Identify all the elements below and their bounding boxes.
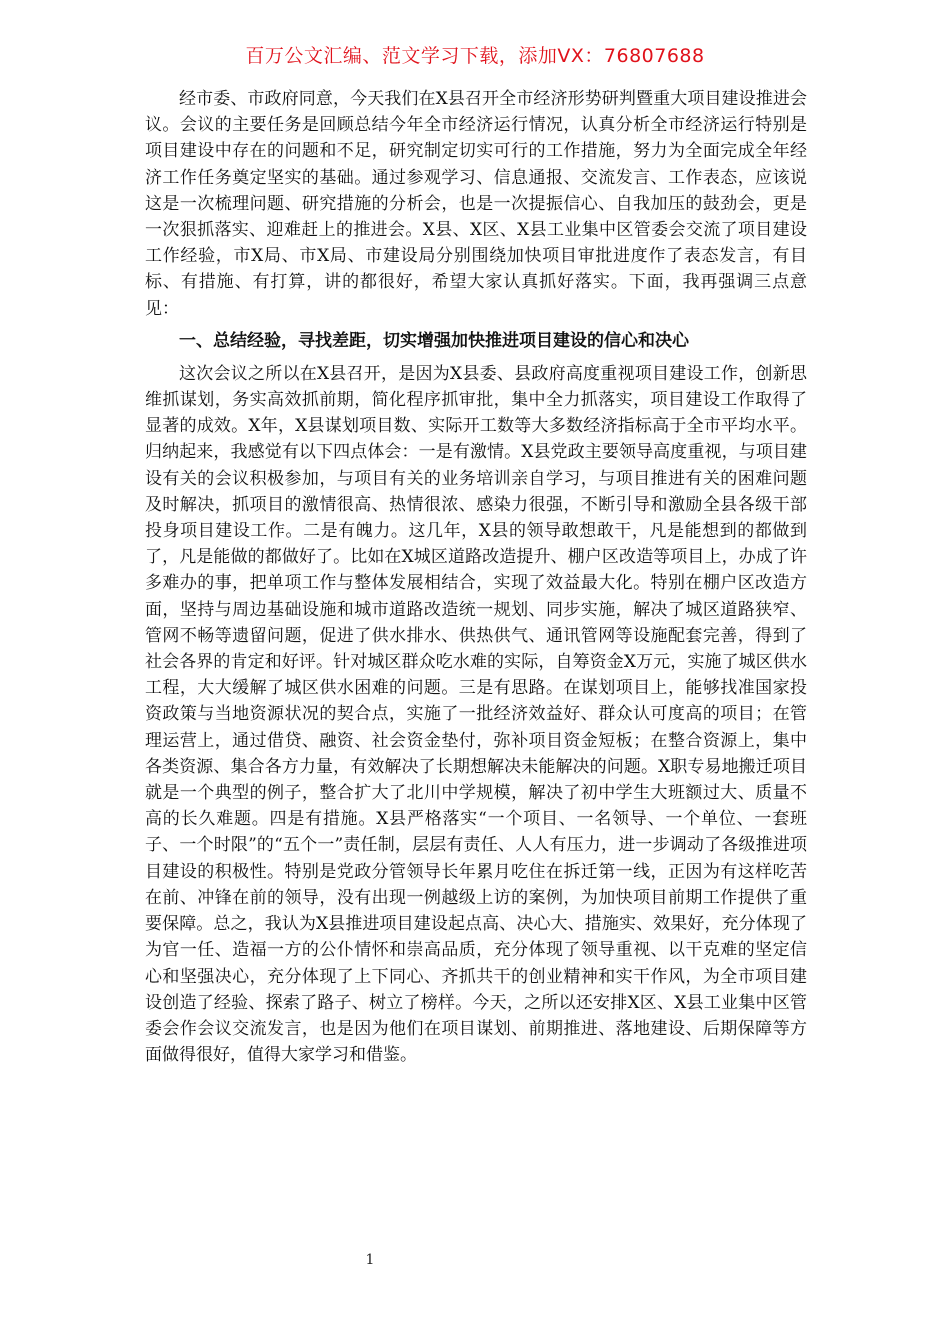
page-number: 1 — [365, 1252, 375, 1268]
document-body — [145, 86, 807, 1068]
section-1-paragraph: 这次会议之所以在X县召开，是因为X县委、县政府高度重视项目建设工作，创新思维抓谋划，务实高效抓前期，简化程序抓审批，集中全力抓落实，项目建设工作取得了显著的成效。X年，X县谋划项目数、实际开工数等大多数经济指标高于全市平均水平。归纳起来，我感觉有以下四点体会：一是有激情。X县党政主要领导高度重视，与项目建设有关的会议积极参加，与项目有关的业务培训亲自学习，与项目推进有关的困难问题及时解决，抓项目的激情很高、热情很浓、感染力很强，不断引导和激励全县各级干部投身项目建设工作。二是有魄力。这几年，X县的领导敢想敢干，凡是能想到的都做到了，凡是能做的都做好了。比如在X城区道路改造提升、棚户区改造等项目上，办成了许多难办的事，把单项工作与整体发展相结合，实现了效益最大化。特别在棚户区改造方面，坚持与周边基础设施和城市道路改造统一规划、同步实施，解决了城区道路狭窄、管网不畅等遗留问题，促进了供水排水、供热供气、通讯管网等设施配套完善，得到了社会各界的肯定和好评。针对城区群众吃水难的实际，自筹资金X万元，实施了城区供水工程，大大缓解了城区供水困难的问题。三是有思路。在谋划项目上，能够找准国家投资政策与当地资源状况的契合点，实施了一批经济效益好、群众认可度高的项目；在管理运营上，通过借贷、融资、社会资金垫付，弥补项目资金短板；在整合资源上，集中各类资源、集合各方力量，有效解决了长期想解决未能解决的问题。X职专易地搬迁项目就是一个典型的例子，整合扩大了北川中学规模，解决了初中学生大班额过大、质量不高的长久难题。四是有措施。X县严格落实“一个项目、一名领导、一个单位、一套班子、一个时限”的“五个一”责任制，层层有责任、人人有压力，进一步调动了各级推进项目建设的积极性。特别是党政分管领导长年累月吃住在拆迁第一线，正因为有这样吃苦在前、冲锋在前的领导，没有出现一例越级上访的案例，为加快项目前期工作提供了重要保障。总之，我认为X县推进项目建设起点高、决心大、措施实、效果好，充分体现了为官一任、造福一方的公仆情怀和崇高品质，充分体现了领导重视、以干克难的坚定信心和坚强决心，充分体现了上下同心、齐抓共干的创业精神和实干作风，为全市项目建设创造了经验、探索了路子、树立了榜样。今天，之所以还安排X区、X县工业集中区管委会作会议交流发言，也是因为他们在项目谋划、前期推进、落地建设、后期保障等方面做得很好，值得大家学习和借鉴。 — [145, 363, 807, 1066]
section-heading-1: 一、总结经验，寻找差距，切实增强加快推进项目建设的信心和决心 — [179, 330, 689, 351]
watermark-banner: 百万公文汇编、范文学习下载，添加VX：76807688 — [245, 45, 705, 67]
intro-paragraph: 经市委、市政府同意，今天我们在X县召开全市经济形势研判暨重大项目建设推进会议。会议的主要任务是回顾总结今年全市经济运行情况，认真分析全市经济运行特别是项目建设中存在的问题和不足，研究制定切实可行的工作措施，努力为全面完成全年经济工作任务奠定坚实的基础。通过参观学习、信息通报、交流发言、工作表态，应该说这是一次梳理问题、研究措施的分析会，也是一次提振信心、自我加压的鼓劲会，更是一次狠抓落实、迎难赶上的推进会。X县、X区、X县工业集中区管委会交流了项目建设工作经验，市X局、市X局、市建设局分别围绕加快项目审批进度作了表态发言，有目标、有措施、有打算，讲的都很好，希望大家认真抓好落实。下面，我再强调三点意见： — [145, 89, 807, 319]
